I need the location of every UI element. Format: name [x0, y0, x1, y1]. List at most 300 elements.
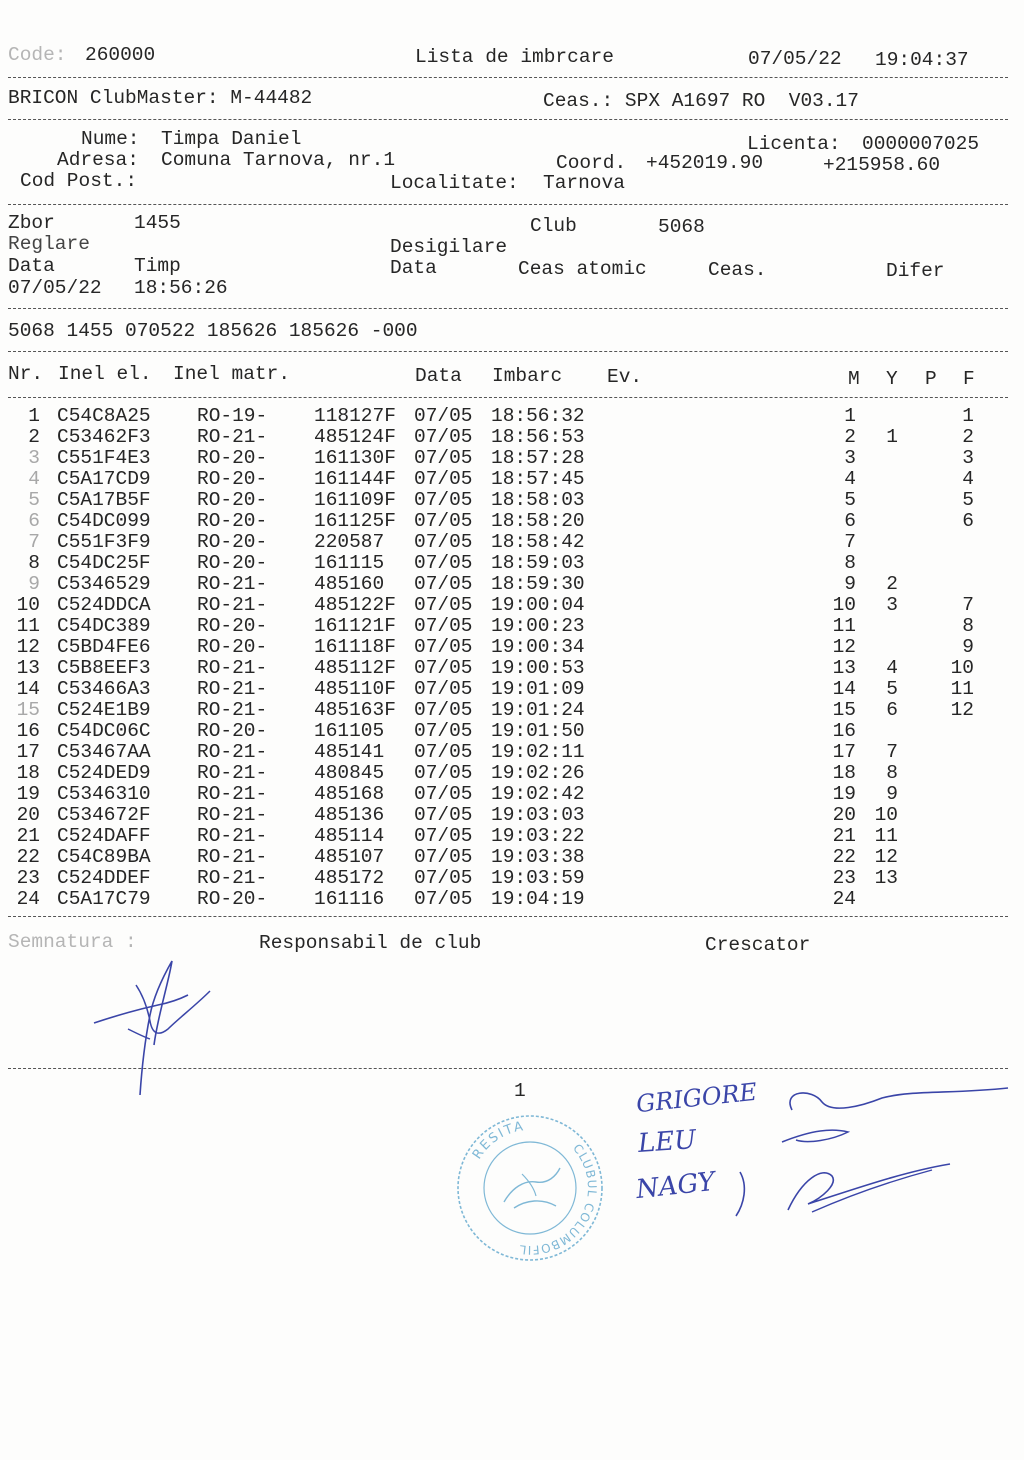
row-time: 18:57:45 [491, 468, 585, 490]
row-inel-el: C524DAFF [57, 825, 151, 847]
row-inel-prefix: RO-20- [197, 447, 268, 469]
row-date: 07/05 [414, 657, 473, 679]
table-row [0, 763, 974, 784]
row-f [898, 532, 974, 553]
row-inel-el: C53462F3 [57, 426, 151, 448]
row-f: 8 [962, 615, 974, 637]
row-date: 07/05 [414, 405, 473, 427]
system-id: BRICON ClubMaster: M-44482 [8, 87, 313, 109]
row-inel-prefix: RO-20- [197, 888, 268, 910]
row-time: 19:02:26 [491, 762, 585, 784]
row-inel-prefix: RO-21- [197, 426, 268, 448]
row-time: 19:01:09 [491, 678, 585, 700]
row-y: 6 [886, 699, 898, 721]
row-f: 1 [962, 405, 974, 427]
row-f: 11 [950, 678, 974, 700]
page-number: 1 [514, 1080, 526, 1102]
committee-signatures [632, 1077, 1012, 1220]
row-y: 13 [874, 867, 898, 889]
row-inel-el: C53467AA [57, 741, 151, 763]
row-y: 5 [886, 678, 898, 700]
zbor-label: Zbor [8, 212, 55, 234]
row-time: 18:56:53 [491, 426, 585, 448]
table-row [0, 868, 974, 889]
col-imbarc: Imbarc [492, 365, 563, 387]
row-y [856, 532, 898, 553]
divider [8, 119, 1008, 120]
row-inel-el: C524E1B9 [57, 699, 151, 721]
row-inel-el: C5A17B5F [57, 489, 151, 511]
row-nr: 4 [28, 468, 40, 490]
divider [8, 204, 1008, 205]
row-f [898, 553, 974, 574]
row-inel-prefix: RO-20- [197, 531, 268, 553]
row-inel-serial: 118127F [314, 405, 396, 427]
row-m: 14 [832, 678, 856, 700]
row-inel-prefix: RO-21- [197, 699, 268, 721]
row-f: 5 [962, 489, 974, 511]
row-time: 19:02:42 [491, 783, 585, 805]
row-nr: 3 [28, 447, 40, 469]
row-inel-prefix: RO-21- [197, 741, 268, 763]
row-inel-serial: 161121F [314, 615, 396, 637]
row-inel-serial: 161105 [314, 720, 385, 742]
table-row [0, 826, 974, 847]
row-nr: 13 [16, 657, 40, 679]
row-date: 07/05 [414, 825, 473, 847]
row-inel-prefix: RO-21- [197, 825, 268, 847]
row-inel-serial: 485160 [314, 573, 385, 595]
row-f [898, 889, 974, 910]
row-f: 10 [950, 657, 974, 679]
col-ev: Ev. [607, 366, 643, 388]
row-y: 7 [886, 741, 898, 763]
print-time: 19:04:37 [875, 49, 969, 71]
row-inel-serial: 485110F [314, 678, 396, 700]
row-inel-serial: 485112F [314, 657, 396, 679]
row-y [856, 637, 898, 658]
row-date: 07/05 [414, 678, 473, 700]
row-date: 07/05 [414, 447, 473, 469]
clock-id: Ceas.: SPX A1697 RO V03.17 [543, 90, 859, 112]
reglare-label: Reglare [8, 233, 90, 255]
row-m: 1 [844, 405, 856, 427]
table-row [0, 469, 974, 490]
row-y: 2 [886, 573, 898, 595]
col-inel-el: Inel el. [58, 363, 152, 385]
table-row [0, 553, 974, 574]
row-time: 18:58:03 [491, 489, 585, 511]
club-label: Club [530, 215, 577, 237]
code-line: 5068 1455 070522 185626 185626 -000 [8, 320, 418, 342]
name-value: Timpa Daniel [161, 128, 302, 150]
row-nr: 21 [16, 825, 40, 847]
address-label: Adresa: [57, 149, 139, 171]
row-nr: 19 [16, 783, 40, 805]
table-row [0, 721, 974, 742]
row-inel-el: C54C8A25 [57, 405, 151, 427]
row-inel-el: C54DC25F [57, 552, 151, 574]
table-row [0, 637, 974, 658]
row-m: 13 [832, 657, 856, 679]
row-time: 19:00:34 [491, 636, 585, 658]
row-m: 20 [832, 804, 856, 826]
row-time: 19:03:22 [491, 825, 585, 847]
handwritten-name-3: NAGY [634, 1166, 717, 1206]
row-time: 19:03:03 [491, 804, 585, 826]
row-inel-serial: 480845 [314, 762, 385, 784]
row-f: 7 [962, 594, 974, 616]
row-date: 07/05 [414, 573, 473, 595]
row-inel-el: C54DC389 [57, 615, 151, 637]
table-row [0, 595, 974, 616]
row-time: 19:03:59 [491, 867, 585, 889]
row-inel-prefix: RO-21- [197, 678, 268, 700]
row-date: 07/05 [414, 468, 473, 490]
row-inel-serial: 485107 [314, 846, 385, 868]
row-nr: 10 [16, 594, 40, 616]
table-row [0, 532, 974, 553]
row-y [856, 511, 898, 532]
arrival-table-body [0, 406, 974, 910]
row-inel-prefix: RO-20- [197, 552, 268, 574]
row-nr: 11 [16, 615, 40, 637]
table-row [0, 847, 974, 868]
row-inel-el: C5BD4FE6 [57, 636, 151, 658]
row-inel-prefix: RO-21- [197, 867, 268, 889]
row-time: 19:00:53 [491, 657, 585, 679]
row-date: 07/05 [414, 510, 473, 532]
postal-label: Cod Post.: [20, 170, 138, 192]
row-inel-serial: 161144F [314, 468, 396, 490]
row-m: 9 [844, 573, 856, 595]
row-inel-el: C524DED9 [57, 762, 151, 784]
row-inel-el: C534672F [57, 804, 151, 826]
row-m: 24 [832, 888, 856, 910]
row-inel-el: C5B8EEF3 [57, 657, 151, 679]
row-date: 07/05 [414, 531, 473, 553]
zbor-value: 1455 [134, 212, 181, 234]
table-row [0, 616, 974, 637]
col-inel-matr: Inel matr. [173, 363, 291, 385]
table-row [0, 406, 974, 427]
row-m: 4 [844, 468, 856, 490]
divider [8, 77, 1008, 78]
row-nr: 23 [16, 867, 40, 889]
row-nr: 17 [16, 741, 40, 763]
row-date: 07/05 [414, 846, 473, 868]
row-inel-serial: 485168 [314, 783, 385, 805]
row-time: 19:01:24 [491, 699, 585, 721]
row-m: 22 [832, 846, 856, 868]
row-m: 16 [832, 720, 856, 742]
row-date: 07/05 [414, 804, 473, 826]
row-nr: 20 [16, 804, 40, 826]
ceas-atomic-label: Ceas atomic [518, 258, 647, 280]
row-nr: 9 [28, 573, 40, 595]
row-inel-serial: 161125F [314, 510, 396, 532]
divider [8, 916, 1008, 917]
document-title: Lista de imbrcare [415, 46, 614, 68]
row-m: 21 [832, 825, 856, 847]
handwritten-name-1: GRIGORE [634, 1077, 759, 1119]
row-y: 12 [874, 846, 898, 868]
row-y: 9 [886, 783, 898, 805]
row-inel-serial: 485136 [314, 804, 385, 826]
row-m: 8 [844, 552, 856, 574]
row-nr: 1 [28, 405, 40, 427]
svg-text:CLUBUL COLUMBOFIL [518, 1141, 599, 1257]
row-inel-prefix: RO-20- [197, 510, 268, 532]
row-m: 10 [832, 594, 856, 616]
coord-latitude: +452019.90 [646, 152, 764, 174]
ceas-label: Ceas. [708, 259, 767, 281]
row-inel-prefix: RO-20- [197, 615, 268, 637]
col-data: Data [415, 365, 462, 387]
row-time: 19:04:19 [491, 888, 585, 910]
row-inel-prefix: RO-20- [197, 636, 268, 658]
row-f [898, 742, 974, 763]
row-nr: 5 [28, 489, 40, 511]
col-y: Y [886, 368, 898, 390]
row-inel-serial: 161109F [314, 489, 396, 511]
row-f [898, 574, 974, 595]
row-date: 07/05 [414, 552, 473, 574]
row-date: 07/05 [414, 489, 473, 511]
row-inel-prefix: RO-20- [197, 720, 268, 742]
divider [8, 351, 1008, 352]
row-inel-el: C5A17C79 [57, 888, 151, 910]
row-inel-el: C5346310 [57, 783, 151, 805]
table-row [0, 427, 974, 448]
row-inel-serial: 485122F [314, 594, 396, 616]
row-y [856, 469, 898, 490]
row-f: 4 [962, 468, 974, 490]
row-date: 07/05 [414, 636, 473, 658]
table-row [0, 511, 974, 532]
row-inel-el: C5346529 [57, 573, 151, 595]
data-label: Data [8, 255, 55, 277]
col-m: M [848, 368, 860, 390]
semnatura-label: Semnatura : [8, 931, 137, 953]
coord-longitude: +215958.60 [823, 154, 941, 176]
row-y [856, 616, 898, 637]
row-inel-el: C524DDEF [57, 867, 151, 889]
table-row [0, 784, 974, 805]
timp-label: Timp [134, 255, 181, 277]
table-row [0, 448, 974, 469]
row-inel-prefix: RO-21- [197, 783, 268, 805]
difer-label: Difer [886, 260, 945, 282]
data2-label: Data [390, 257, 437, 279]
row-m: 2 [844, 426, 856, 448]
row-time: 18:58:20 [491, 510, 585, 532]
row-nr: 8 [28, 552, 40, 574]
row-f: 9 [962, 636, 974, 658]
row-m: 11 [832, 615, 856, 637]
row-y: 3 [886, 594, 898, 616]
row-time: 19:00:04 [491, 594, 585, 616]
row-m: 5 [844, 489, 856, 511]
row-time: 18:59:03 [491, 552, 585, 574]
arrival-table [0, 406, 974, 910]
row-y: 10 [874, 804, 898, 826]
row-nr: 12 [16, 636, 40, 658]
row-date: 07/05 [414, 426, 473, 448]
row-f [898, 868, 974, 889]
row-inel-el: C551F3F9 [57, 531, 151, 553]
row-m: 19 [832, 783, 856, 805]
row-time: 18:58:42 [491, 531, 585, 553]
table-row [0, 490, 974, 511]
row-inel-prefix: RO-21- [197, 762, 268, 784]
row-inel-serial: 485172 [314, 867, 385, 889]
row-nr: 7 [28, 531, 40, 553]
row-inel-serial: 161115 [314, 552, 385, 574]
row-date: 07/05 [414, 741, 473, 763]
crescator-label: Crescator [705, 934, 811, 956]
row-f [898, 847, 974, 868]
licence-label: Licenta: [747, 133, 841, 155]
stamp-text-top: RESITA [469, 1119, 527, 1163]
row-inel-prefix: RO-21- [197, 846, 268, 868]
club-stamp [452, 1110, 608, 1266]
row-inel-prefix: RO-21- [197, 573, 268, 595]
row-y: 4 [886, 657, 898, 679]
divider [8, 397, 1008, 398]
address-value: Comuna Tarnova, nr.1 [161, 149, 396, 171]
locality-value: Tarnova [543, 172, 625, 194]
row-nr: 14 [16, 678, 40, 700]
row-nr: 16 [16, 720, 40, 742]
row-inel-serial: 161116 [314, 888, 385, 910]
row-inel-serial: 161130F [314, 447, 396, 469]
row-f: 6 [962, 510, 974, 532]
row-y [856, 721, 898, 742]
row-m: 7 [844, 531, 856, 553]
row-m: 23 [832, 867, 856, 889]
row-inel-el: C54DC06C [57, 720, 151, 742]
row-y: 11 [874, 825, 898, 847]
print-date: 07/05/22 [748, 48, 842, 70]
row-nr: 24 [16, 888, 40, 910]
row-y: 1 [886, 426, 898, 448]
row-date: 07/05 [414, 615, 473, 637]
club-signature [88, 955, 228, 1100]
row-inel-el: C524DDCA [57, 594, 151, 616]
row-f [898, 784, 974, 805]
row-nr: 2 [28, 426, 40, 448]
row-inel-serial: 161118F [314, 636, 396, 658]
row-inel-prefix: RO-21- [197, 804, 268, 826]
row-m: 3 [844, 447, 856, 469]
row-m: 15 [832, 699, 856, 721]
row-nr: 18 [16, 762, 40, 784]
row-nr: 15 [16, 699, 40, 721]
row-f [898, 826, 974, 847]
coord-label: Coord. [556, 152, 627, 174]
row-y [856, 406, 898, 427]
code-value: 260000 [85, 44, 156, 66]
responsabil-label: Responsabil de club [259, 932, 482, 954]
table-row [0, 805, 974, 826]
row-inel-serial: 220587 [314, 531, 385, 553]
club-value: 5068 [658, 216, 705, 238]
col-p: P [925, 368, 937, 390]
row-inel-el: C54DC099 [57, 510, 151, 532]
row-inel-serial: 485124F [314, 426, 396, 448]
row-inel-serial: 485141 [314, 741, 385, 763]
row-y [856, 553, 898, 574]
row-m: 18 [832, 762, 856, 784]
row-y [856, 490, 898, 511]
row-inel-serial: 485163F [314, 699, 396, 721]
row-inel-prefix: RO-20- [197, 489, 268, 511]
row-f: 12 [950, 699, 974, 721]
row-inel-prefix: RO-21- [197, 657, 268, 679]
table-row [0, 700, 974, 721]
name-label: Nume: [81, 128, 140, 150]
row-y [856, 889, 898, 910]
row-date: 07/05 [414, 762, 473, 784]
stamp-text-side: CLUBUL COLUMBOFIL [517, 1141, 600, 1258]
row-y: 8 [886, 762, 898, 784]
row-date: 07/05 [414, 720, 473, 742]
row-f [898, 721, 974, 742]
handwritten-name-2: LEU [637, 1125, 698, 1159]
desigilare-label: Desigilare [390, 236, 508, 258]
row-time: 18:59:30 [491, 573, 585, 595]
locality-label: Localitate: [390, 172, 519, 194]
row-date: 07/05 [414, 783, 473, 805]
table-row [0, 889, 974, 910]
row-time: 18:56:32 [491, 405, 585, 427]
row-m: 6 [844, 510, 856, 532]
table-row [0, 658, 974, 679]
row-time: 18:57:28 [491, 447, 585, 469]
reglare-date: 07/05/22 [8, 277, 102, 299]
committee-signature-strokes [632, 1077, 1012, 1220]
row-f: 2 [962, 426, 974, 448]
row-m: 12 [832, 636, 856, 658]
row-nr: 22 [16, 846, 40, 868]
row-date: 07/05 [414, 594, 473, 616]
row-time: 19:02:11 [491, 741, 585, 763]
table-row [0, 679, 974, 700]
table-row [0, 574, 974, 595]
row-inel-el: C53466A3 [57, 678, 151, 700]
row-time: 19:01:50 [491, 720, 585, 742]
row-inel-prefix: RO-21- [197, 594, 268, 616]
code-label: Code: [8, 44, 67, 66]
divider [8, 308, 1008, 309]
table-row [0, 742, 974, 763]
licence-value: 0000007025 [862, 133, 980, 155]
row-time: 19:03:38 [491, 846, 585, 868]
row-inel-el: C5A17CD9 [57, 468, 151, 490]
row-inel-serial: 485114 [314, 825, 385, 847]
row-inel-prefix: RO-20- [197, 468, 268, 490]
reglare-time: 18:56:26 [134, 277, 228, 299]
row-time: 19:00:23 [491, 615, 585, 637]
row-date: 07/05 [414, 699, 473, 721]
col-nr: Nr. [8, 363, 44, 385]
row-date: 07/05 [414, 867, 473, 889]
row-inel-el: C54C89BA [57, 846, 151, 868]
row-m: 17 [832, 741, 856, 763]
row-f [898, 805, 974, 826]
row-date: 07/05 [414, 888, 473, 910]
